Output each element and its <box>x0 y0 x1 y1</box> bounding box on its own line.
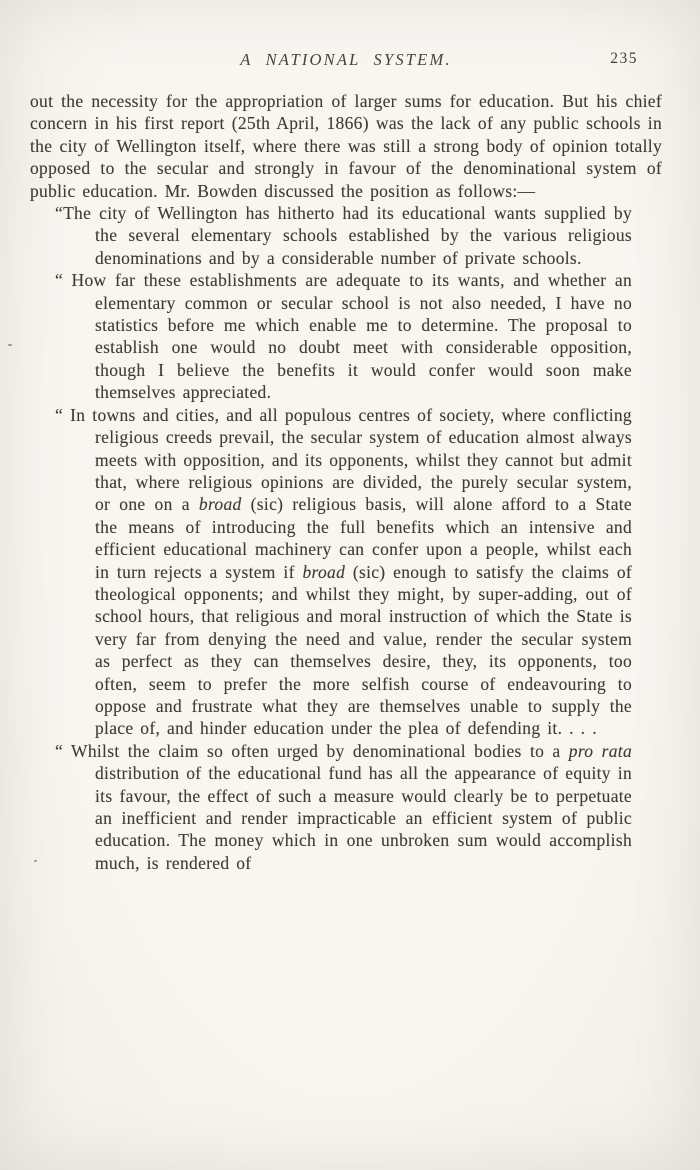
running-title: A NATIONAL SYSTEM. <box>240 50 452 69</box>
page-body <box>30 90 662 874</box>
quote-paragraph-1: “The city of Wellington has hitherto had its educational wants supplied by the several elementary schools established by the various religious denominations and by a considerable number of private schools. <box>55 203 632 268</box>
page-header <box>32 50 660 74</box>
quote-paragraph-4: “ Whilst the claim so often urged by denominational bodies to a pro rata distribution of the educational fund has all the appearance of equity in its favour, the effect of such a measure would clearly be to perpetuate an inefficient and render impracticable an efficient system of public education. The money which in one unbroken sum would accomplish much, is rendered of <box>55 740 632 873</box>
quote-paragraph-2: “ How far these establishments are adequate to its wants, and whether an elementary common or secular school is not also needed, I have no statistics before me which enable me to determine. The proposal to establish one would no doubt meet with considerable opposition, though I believe the benefits it would confer would soon make themselves appreciated. <box>55 270 632 403</box>
paragraph-intro: out the necessity for the appropriation of larger sums for education. But his chief concern in his first report (25th April, 1866) was the lack of any public schools in the city of Wellington itself, where there was still a strong body of opinion totally opposed to the secular and strongly in favour of the denominational system of public education. Mr. Bowden discussed the position as follows:— <box>30 91 662 201</box>
quote-paragraph-3: “ In towns and cities, and all populous centres of society, where conflicting religious creeds prevail, the secular system of education almost always meets with opposition, and its opponents, whilst they cannot but admit that, where religious opinions are divided, the purely secular system, or one on a broad (sic) religious basis, will alone afford to a State the means of introducing the full benefits which an intensive and efficient educational machinery can confer upon a people, whilst each in turn rejects a system if broad (sic) enough to satisfy the claims of theological opponents; and whilst they might, by super-adding, out of school hours, that religious and moral instruction of which the State is very far from denying the need and value, render the secular system as perfect as they can themselves desire, they, its opponents, too often, seem to prefer the more selfish course of endeavouring to oppose and frustrate what they are themselves unable to supply the place of, and hinder education under the plea of defending it. . . . <box>55 404 632 739</box>
page-number: 235 <box>610 50 638 67</box>
scan-artifact <box>34 860 37 862</box>
scan-artifact <box>8 344 12 346</box>
